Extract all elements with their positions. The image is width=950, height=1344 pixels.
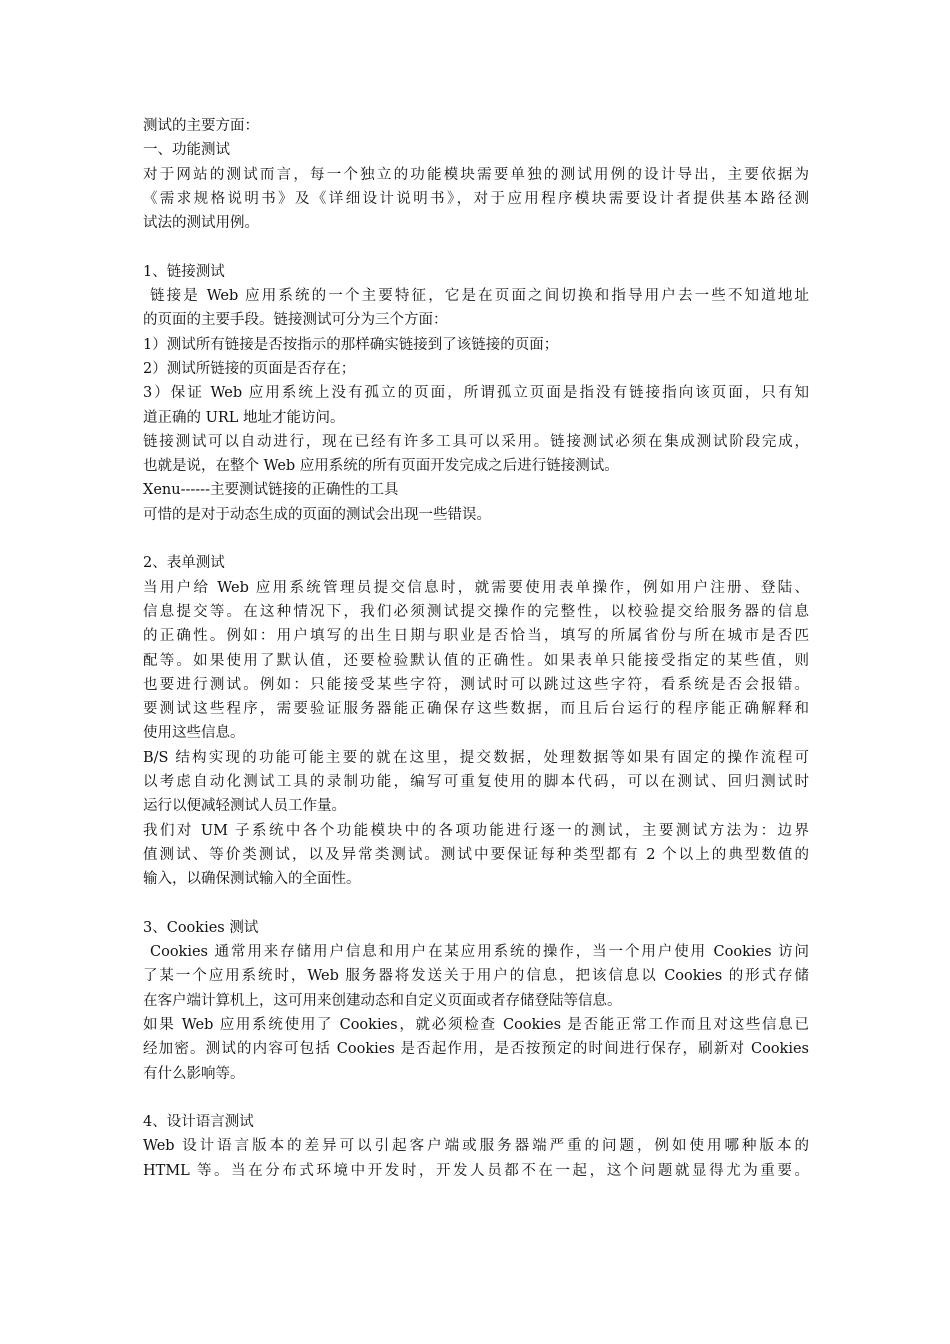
- text-line: 输入，以确保测试输入的全面性。: [143, 871, 361, 888]
- text-line: 我们对 UM 子系统中各个功能模块中的各项功能进行逐一的测试，主要测试方法为：边界: [143, 822, 809, 839]
- text-line: 的页面的主要手段。链接测试可分为三个方面：: [143, 312, 448, 329]
- text-line: 有什么影响等。: [143, 1065, 245, 1082]
- text-line: 1）测试所有链接是否按指示的那样确实链接到了该链接的页面；: [143, 336, 559, 353]
- text-line: 了某一个应用系统时，Web 服务器将发送关于用户的信息，把该信息以 Cookies 的形式存储: [143, 968, 809, 985]
- blank-line: [143, 892, 809, 916]
- text-line: 《需求规格说明书》及《详细设计说明书》，对于应用程序模块需要设计者提供基本路径测: [143, 190, 809, 207]
- text-line: 2、表单测试: [143, 555, 225, 572]
- text-line: 信息提交等。在这种情况下，我们必须测试提交操作的完整性，以校验提交给服务器的信息: [143, 603, 809, 620]
- text-line: Xenu------主要测试链接的正确性的工具: [143, 482, 399, 499]
- text-line: 1、链接测试: [143, 263, 225, 280]
- text-line: B/S 结构实现的功能可能主要的就在这里，提交数据，处理数据等如果有固定的操作流程可: [143, 749, 809, 766]
- blank-line: [143, 527, 809, 551]
- text-line: 的正确性。例如：用户填写的出生日期与职业是否恰当，填写的所属省份与所在城市是否匹: [143, 628, 809, 645]
- text-line: 当用户给 Web 应用系统管理员提交信息时，就需要使用表单操作，例如用户注册、登陆、: [143, 579, 809, 596]
- text-line: 要测试这些程序，需要验证服务器能正确保存这些数据，而且后台运行的程序能正确解释和: [143, 701, 809, 718]
- text-line: 试法的测试用例。: [143, 215, 259, 232]
- text-line: Cookies 通常用来存储用户信息和用户在某应用系统的操作，当一个用户使用 Cookies 访问: [150, 944, 809, 961]
- text-line: HTML 等。当在分布式环境中开发时，开发人员都不在一起，这个问题就显得尤为重要。: [143, 1162, 809, 1179]
- text-line: 3）保证 Web 应用系统上没有孤立的页面，所谓孤立页面是指没有链接指向该页面，只有知: [143, 385, 809, 402]
- blank-line: [143, 235, 809, 259]
- document-page: [143, 114, 809, 1183]
- text-line: 道正确的 URL 地址才能访问。: [143, 409, 345, 426]
- text-line: 也就是说，在整个 Web 应用系统的所有页面开发完成之后进行链接测试。: [143, 458, 619, 475]
- text-line: 也要进行测试。例如：只能接受某些字符，测试时可以跳过这些字符，看系统是否会报错。: [143, 676, 809, 693]
- text-line: 可惜的是对于动态生成的页面的测试会出现一些错误。: [143, 506, 491, 523]
- text-line: 链接是 Web 应用系统的一个主要特征，它是在页面之间切换和指导用户去一些不知道地址: [150, 288, 809, 305]
- text-line: 链接测试可以自动进行，现在已经有许多工具可以采用。链接测试必须在集成测试阶段完成，: [143, 433, 809, 450]
- text-line: 在客户端计算机上，这可用来创建动态和自定义页面或者存储登陆等信息。: [143, 992, 622, 1009]
- blank-line: [143, 1086, 809, 1110]
- text-line: Web 设计语言版本的差异可以引起客户端或服务器端严重的问题，例如使用哪种版本的: [143, 1138, 809, 1155]
- text-line: 配等。如果使用了默认值，还要检验默认值的正确性。如果表单只能接受指定的某些值，则: [143, 652, 809, 669]
- text-line: 2）测试所链接的页面是否存在；: [143, 360, 356, 377]
- text-line: 值测试、等价类测试，以及异常类测试。测试中要保证每种类型都有 2 个以上的典型数值的: [143, 846, 809, 863]
- text-line: 经加密。测试的内容可包括 Cookies 是否起作用，是否按预定的时间进行保存，刷新对 Cookies: [143, 1041, 809, 1058]
- text-line: 如果 Web 应用系统使用了 Cookies，就必须检查 Cookies 是否能正常工作而且对这些信息已: [143, 1016, 809, 1033]
- text-line: 对于网站的测试而言，每一个独立的功能模块需要单独的测试用例的设计导出，主要依据为: [143, 166, 809, 183]
- text-line: 4、设计语言测试: [143, 1114, 254, 1131]
- text-line: 以考虑自动化测试工具的录制功能，编写可重复使用的脚本代码，可以在测试、回归测试时: [143, 774, 809, 791]
- text-line: 使用这些信息。: [143, 725, 245, 742]
- text-line: 3、Cookies 测试: [143, 919, 259, 936]
- text-line: 一、功能测试: [143, 142, 230, 159]
- text-line: 测试的主要方面：: [143, 118, 259, 134]
- text-line: 运行以便减轻测试人员工作量。: [143, 798, 346, 815]
